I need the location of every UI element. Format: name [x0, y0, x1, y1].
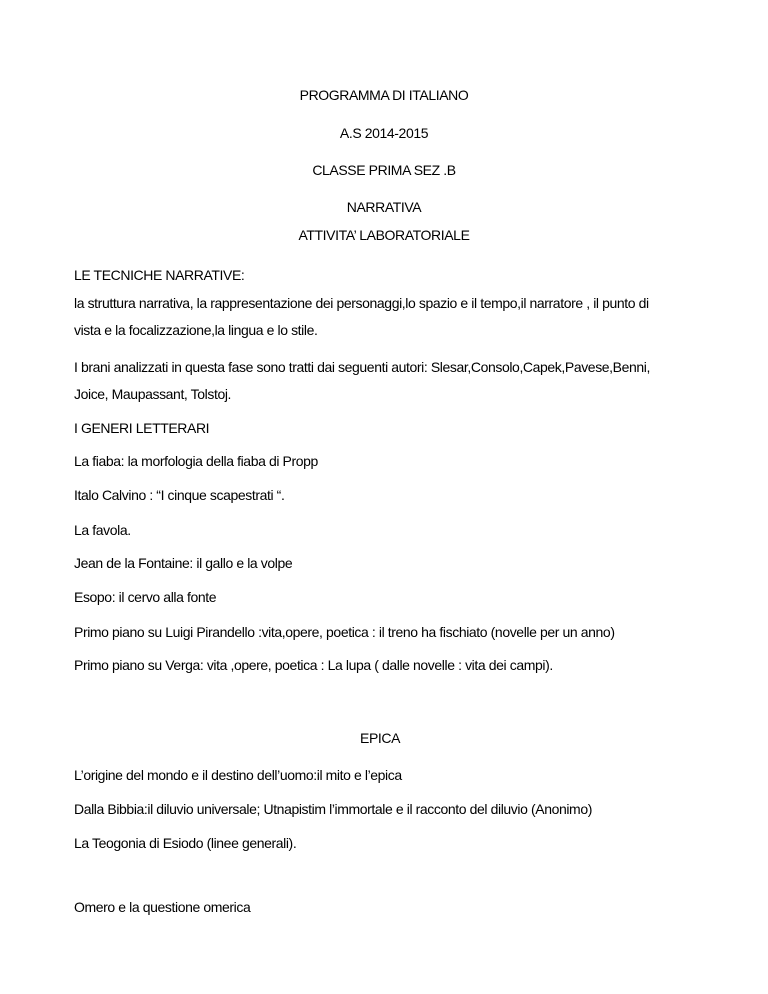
- subsection-heading: ATTIVITA’ LABORATORIALE: [298, 227, 470, 243]
- list-item: Primo piano su Luigi Pirandello :vita,opere, poetica : il treno ha fischiato (novelle per un anno): [74, 624, 615, 640]
- techniques-heading: LE TECNICHE NARRATIVE:: [74, 267, 245, 283]
- list-item: La fiaba: la morfologia della fiaba di Propp: [74, 453, 318, 469]
- school-year: A.S 2014-2015: [339, 125, 429, 141]
- list-item: Esopo: il cervo alla fonte: [74, 589, 217, 605]
- list-item: L’origine del mondo e il destino dell’uomo:il mito e l’epica: [74, 767, 402, 783]
- list-item: La Teogonia di Esiodo (linee generali).: [74, 835, 297, 851]
- list-item: Dalla Bibbia:il diluvio universale; Utnapistim l’immortale e il racconto del diluvio (Anonimo): [74, 801, 592, 817]
- section-heading-epica: EPICA: [360, 730, 401, 746]
- list-item: Jean de la Fontaine: il gallo e la volpe: [74, 555, 293, 571]
- techniques-text-line-2: vista e la focalizzazione,la lingua e lo stile.: [74, 322, 318, 338]
- techniques-text-line-1: la struttura narrativa, la rappresentazione dei personaggi,lo spazio e il tempo,il narratore , il punto di: [74, 295, 649, 311]
- genres-heading: I GENERI LETTERARI: [74, 420, 210, 436]
- authors-text-line-1: I brani analizzati in questa fase sono tratti dai seguenti autori: Slesar,Consolo,Capek,Pavese,Benni,: [74, 359, 650, 375]
- class-label: CLASSE PRIMA SEZ .B: [312, 162, 456, 178]
- list-item: Omero e la questione omerica: [74, 899, 251, 915]
- list-item: Italo Calvino : “I cinque scapestrati “.: [74, 487, 285, 503]
- document-title: PROGRAMMA DI ITALIANO: [299, 87, 469, 103]
- section-heading-narrativa: NARRATIVA: [346, 199, 422, 215]
- list-item: La favola.: [74, 522, 131, 538]
- list-item: Primo piano su Verga: vita ,opere, poetica : La lupa ( dalle novelle : vita dei campi).: [74, 657, 553, 673]
- authors-text-line-2: Joice, Maupassant, Tolstoj.: [74, 386, 232, 402]
